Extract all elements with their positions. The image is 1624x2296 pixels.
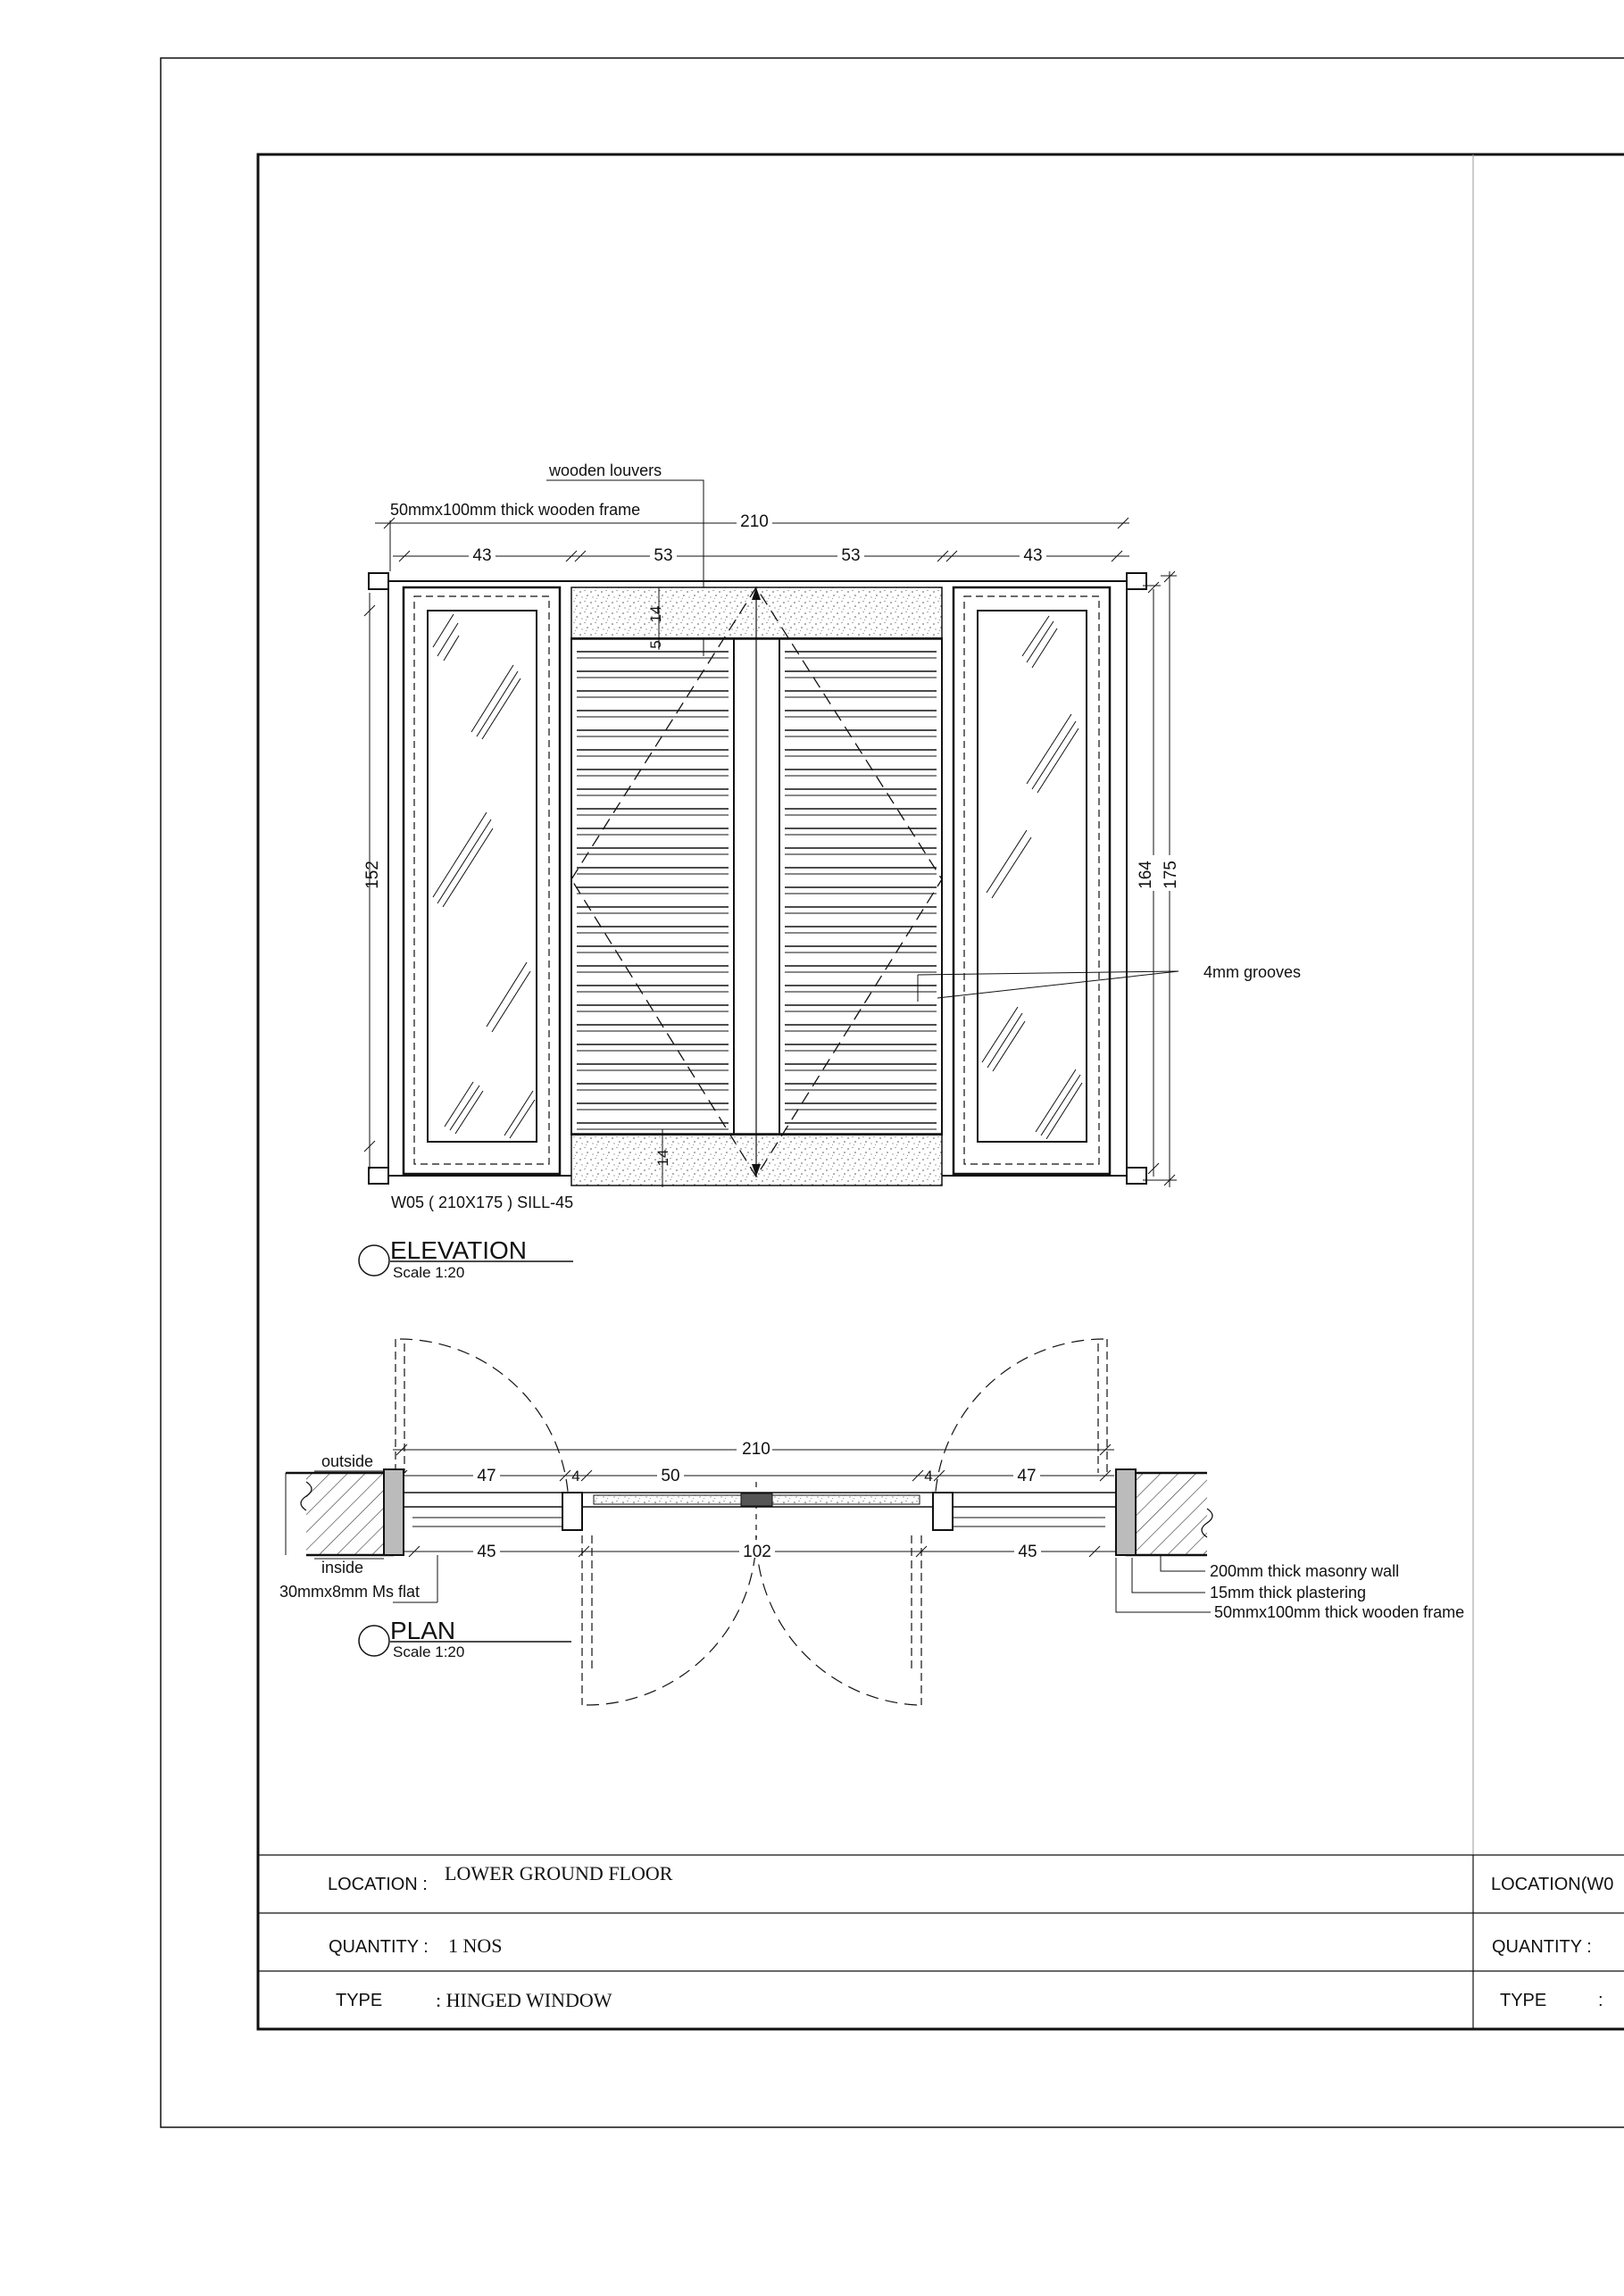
quantity-value: 1 NOS bbox=[448, 1934, 503, 1957]
dim-elev-53-right: 53 bbox=[841, 546, 861, 565]
elevation-drawing bbox=[359, 462, 1301, 1281]
outer-border bbox=[161, 58, 1624, 2127]
right-location-label: LOCATION(W0 bbox=[1491, 1875, 1614, 1894]
type-value: : HINGED WINDOW bbox=[436, 1989, 612, 2011]
label-wooden-frame-plan: 50mmx100mm thick wooden frame bbox=[1214, 1603, 1465, 1621]
plan-title: PLAN bbox=[390, 1617, 456, 1644]
right-type-colon: : bbox=[1598, 1991, 1603, 2010]
type-label: TYPE bbox=[336, 1991, 383, 2010]
location-value: LOWER GROUND FLOOR bbox=[445, 1862, 673, 1884]
schedule-table bbox=[258, 1855, 1624, 2029]
quantity-label: QUANTITY : bbox=[329, 1937, 429, 1957]
right-quantity-label: QUANTITY : bbox=[1492, 1937, 1592, 1957]
dim-plan-102: 102 bbox=[743, 1543, 771, 1561]
plan-scale: Scale 1:20 bbox=[393, 1643, 465, 1660]
dim-plan-210: 210 bbox=[742, 1440, 770, 1459]
dim-elev-210: 210 bbox=[740, 512, 769, 531]
label-grooves: 4mm grooves bbox=[1203, 963, 1302, 981]
location-label: LOCATION : bbox=[328, 1875, 428, 1894]
dim-elev-164: 164 bbox=[1137, 861, 1155, 889]
label-inside: inside bbox=[321, 1559, 364, 1576]
dim-plan-4-left: 4 bbox=[571, 1468, 580, 1485]
label-frame-top: 50mmx100mm thick wooden frame bbox=[390, 501, 641, 519]
dim-plan-47-right: 47 bbox=[1017, 1467, 1037, 1485]
window-code: W05 ( 210X175 ) SILL-45 bbox=[391, 1194, 574, 1211]
dim-elev-43-right: 43 bbox=[1023, 546, 1043, 565]
label-ms-flat: 30mmx8mm Ms flat bbox=[279, 1583, 421, 1601]
label-masonry-wall: 200mm thick masonry wall bbox=[1210, 1562, 1400, 1580]
right-type-label: TYPE bbox=[1500, 1991, 1547, 2010]
dim-plan-4-right: 4 bbox=[924, 1468, 933, 1485]
label-plastering: 15mm thick plastering bbox=[1210, 1584, 1367, 1601]
dim-plan-45-right: 45 bbox=[1018, 1543, 1037, 1561]
dim-elev-53-left: 53 bbox=[654, 546, 673, 565]
dim-elev-43-left: 43 bbox=[472, 546, 492, 565]
label-wooden-louvers: wooden louvers bbox=[549, 462, 662, 479]
dim-elev-5: 5 bbox=[647, 640, 664, 649]
label-outside: outside bbox=[321, 1452, 374, 1470]
dim-elev-175: 175 bbox=[1162, 861, 1180, 889]
plan-drawing bbox=[279, 1339, 1464, 1705]
elevation-scale: Scale 1:20 bbox=[393, 1264, 465, 1281]
dim-elev-152: 152 bbox=[363, 861, 382, 889]
dim-elev-14-bottom: 14 bbox=[654, 1149, 671, 1167]
dim-plan-47-left: 47 bbox=[477, 1467, 496, 1485]
dim-plan-45-left: 45 bbox=[477, 1543, 496, 1561]
dim-elev-14-top: 14 bbox=[647, 605, 664, 623]
dim-plan-50: 50 bbox=[661, 1467, 680, 1485]
elevation-title: ELEVATION bbox=[390, 1236, 528, 1264]
